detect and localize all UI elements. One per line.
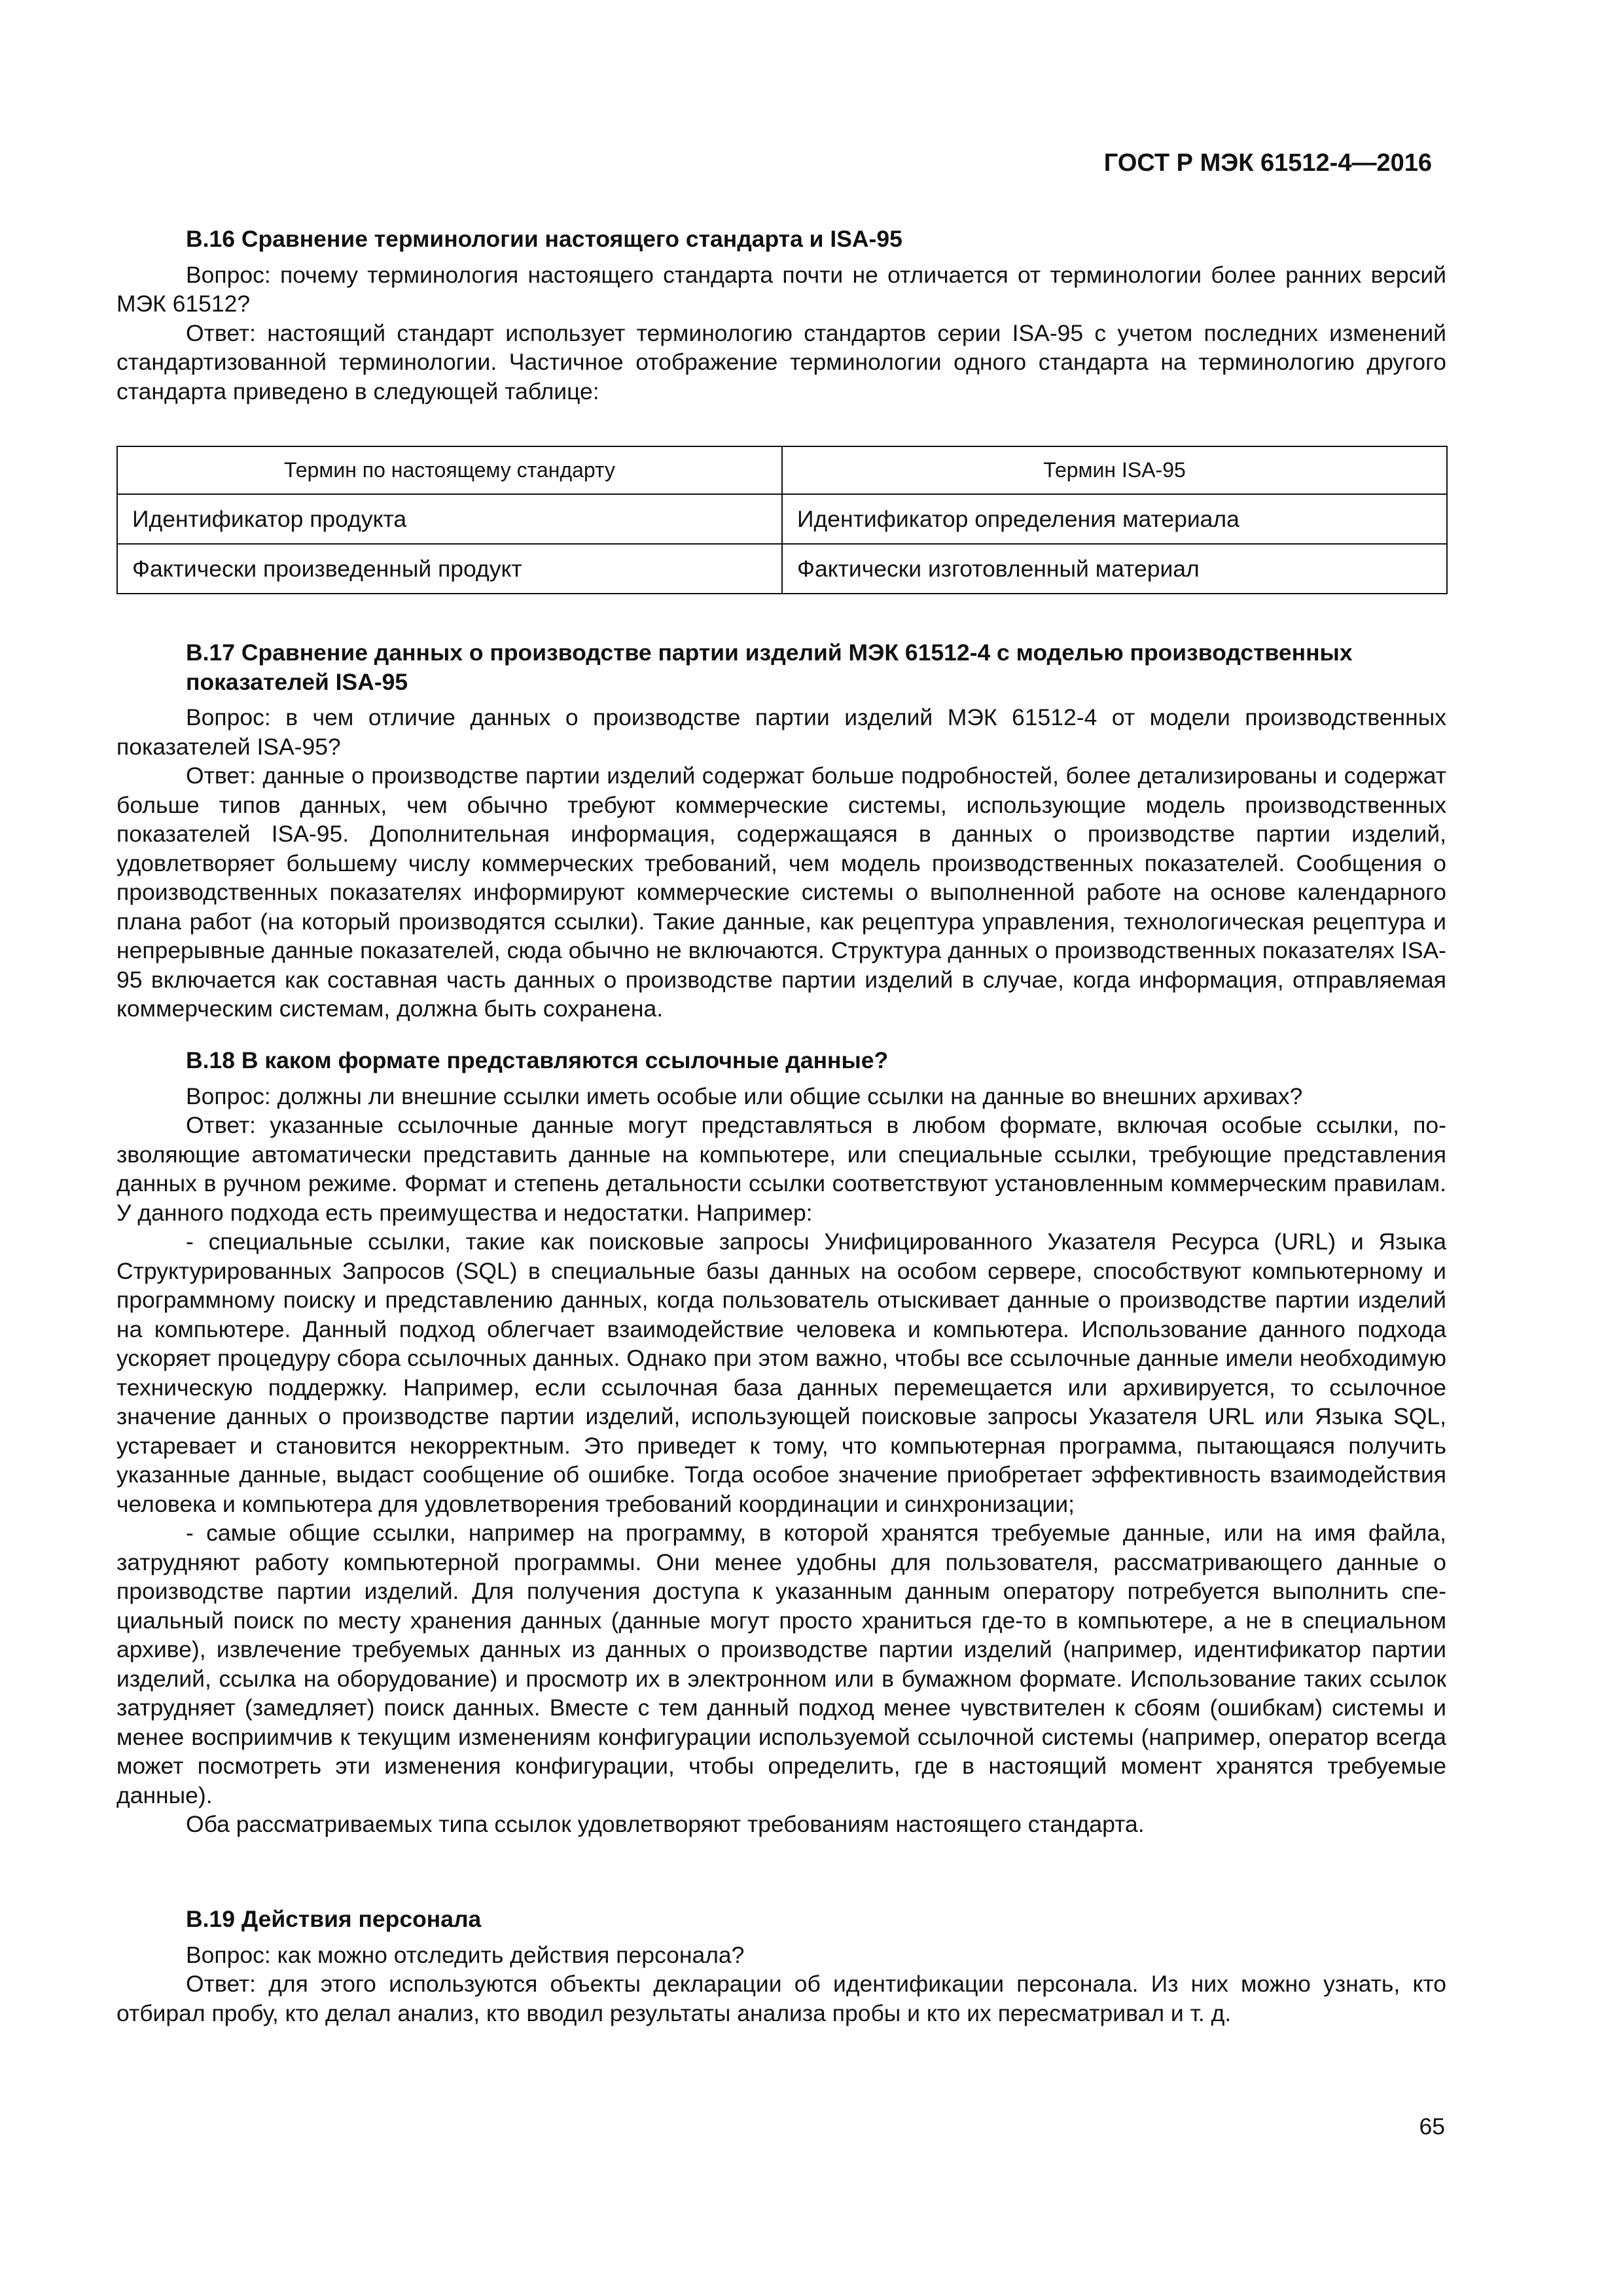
question-paragraph: Вопрос: должны ли внешние ссылки иметь особые или общие ссылки на данные во внешних архивах? bbox=[186, 1083, 1303, 1109]
conclusion-paragraph: Оба рассматриваемых типа ссылок удовлетворяют требованиям настоящего стандарта. bbox=[186, 1811, 1145, 1837]
section-b19 bbox=[116, 1905, 1446, 2028]
table-header-row bbox=[117, 446, 1447, 494]
table-row bbox=[117, 544, 1447, 594]
section-b16 bbox=[116, 224, 1446, 406]
table-cell: Идентификатор продукта bbox=[117, 494, 782, 544]
table-cell: Фактически произведенный продукт bbox=[117, 544, 782, 594]
answer-paragraph: Ответ: указанные ссылочные данные могут представляться в любом формате, включая особые ссылки, позволяющие автоматически представить данные на компьютере, или специальные ссылки, требующие представления данных в ручном режиме. Формат и степень детальности ссылки соответствуют установленным коммерческим правилам. У данного подхода есть преимущества и недостатки. Например: bbox=[116, 1112, 1446, 1226]
table-row bbox=[117, 494, 1447, 544]
table-cell: Фактически изготовленный материал bbox=[782, 544, 1447, 594]
section-title: В.16 Сравнение терминологии настоящего стандарта и ISA-95 bbox=[186, 226, 902, 252]
table-header-cell: Термин по настоящему стандарту bbox=[117, 446, 782, 494]
standard-header: ГОСТ Р МЭК 61512-4—2016 bbox=[1103, 149, 1432, 177]
section-b17 bbox=[116, 638, 1446, 1024]
section-b18 bbox=[116, 1046, 1446, 1839]
list-item: - специальные ссылки, такие как поисковые запросы Унифицированного Указателя Ресурса (URL) и Языка Структурированных Запросов (SQL) в специальные базы данных на особом сервере, способствуют компьютерному и программному поиску и представлению данных, когда пользователь отыскивает данные о производстве партии изделий на компьютере. Данный подход облегчает взаимодействие человека и компьютера. Использование данного подхода ускоряет процедуру сбора ссылочных данных. Однако при этом важно, чтобы все ссылочные данные имели необходимую техническую поддержку. Например, если ссылочная база данных перемещается или архивируется, то ссылочное значение данных о производстве партии изделий, использующей поисковые запросы Указателя URL или Языка SQL, устаревает и становится некорректным. Это приведет к тому, что компьютерная программа, пытающаяся получить указанные данные, выдаст сообщение об ошибке. Тогда особое значение приобретает эффективность взаимодействия человека и компьютера для удовлетворения требований координации и синхронизации; bbox=[116, 1229, 1446, 1517]
table-cell: Идентификатор определения материала bbox=[782, 494, 1447, 544]
list-item: - самые общие ссылки, например на программу, в которой хранятся требуемые данные, или на имя файла, затрудняют работу компьютерной программы. Они менее удобны для пользователя, рассматривающего данные о производстве партии изделий. Для получения доступа к указанным данным оператору потребуется выполнить специальный поиск по месту хранения данных (данные могут просто храниться где-то в компьютере, а не в специальном архиве), извлечение требуемых данных из данных о производстве партии изделий (например, идентификатор партии изделий, ссылка на оборудование) и просмотр их в электронном или в бумажном формате. Использование таких ссылок затрудняет (замедляет) поиск данных. Вместе с тем данный подход менее чувствителен к сбоям (ошибкам) системы и менее восприимчив к текущим изменениям конфигурации используемой ссылочной системы (например, оператор всегда может посмотреть эти изменения конфигурации, чтобы определить, где в настоящий момент хранятся требуемые данные). bbox=[116, 1520, 1446, 1808]
question-paragraph: Вопрос: почему терминология настоящего стандарта почти не отличается от терминологии более ранних версий МЭК 61512? bbox=[116, 261, 1446, 317]
section-title: В.19 Действия персонала bbox=[186, 1906, 482, 1932]
question-paragraph: Вопрос: в чем отличие данных о производстве партии изделий МЭК 61512-4 от модели производственных показателей ISA-95? bbox=[116, 704, 1446, 760]
terminology-table bbox=[116, 446, 1448, 594]
table-header-cell: Термин ISA-95 bbox=[782, 446, 1447, 494]
section-title: В.17 Сравнение данных о производстве партии изделий МЭК 61512-4 с моделью производственных показателей ISA-95 bbox=[186, 639, 1353, 695]
page-number: 65 bbox=[1419, 2113, 1445, 2140]
answer-paragraph: Ответ: для этого используются объекты декларации об идентификации персонала. Из них можно узнать, кто отбирал пробу, кто делал анализ, кто вводил результаты анализа пробы и кто их пересматривал и т. д. bbox=[116, 1971, 1446, 2026]
section-title: В.18 В каком формате представляются ссылочные данные? bbox=[186, 1047, 889, 1073]
answer-paragraph: Ответ: данные о производстве партии изделий содержат больше подробностей, более детализированы и содержат больше типов данных, чем обычно требуют коммерческие системы, использующие модель производственных показателей ISA-95. Дополнительная информация, содержащаяся в данных о производстве партии изделий, удовлетворяет большему числу коммерческих требований, чем модель производственных показателей. Сообщения о производственных показателях информируют коммерческие системы о выполненной работе на основе календарного плана работ (на который производятся ссылки). Такие данные, как рецептура управления, технологическая рецептура и непрерывные данные показателей, сюда обычно не включаются. Структура данных о производственных показателях ISA-95 включается как составная часть данных о производстве партии изделий в случае, когда информация, отправляемая коммерческим системам, должна быть сохранена. bbox=[116, 762, 1446, 1022]
question-paragraph: Вопрос: как можно отследить действия персонала? bbox=[186, 1941, 745, 1968]
answer-paragraph: Ответ: настоящий стандарт использует терминологию стандартов серии ISA-95 с учетом последних изменений стандартизованной терминологии. Частичное отображение терминологии одного стандарта на терминологию другого стандарта приведено в следующей таблице: bbox=[116, 319, 1446, 404]
